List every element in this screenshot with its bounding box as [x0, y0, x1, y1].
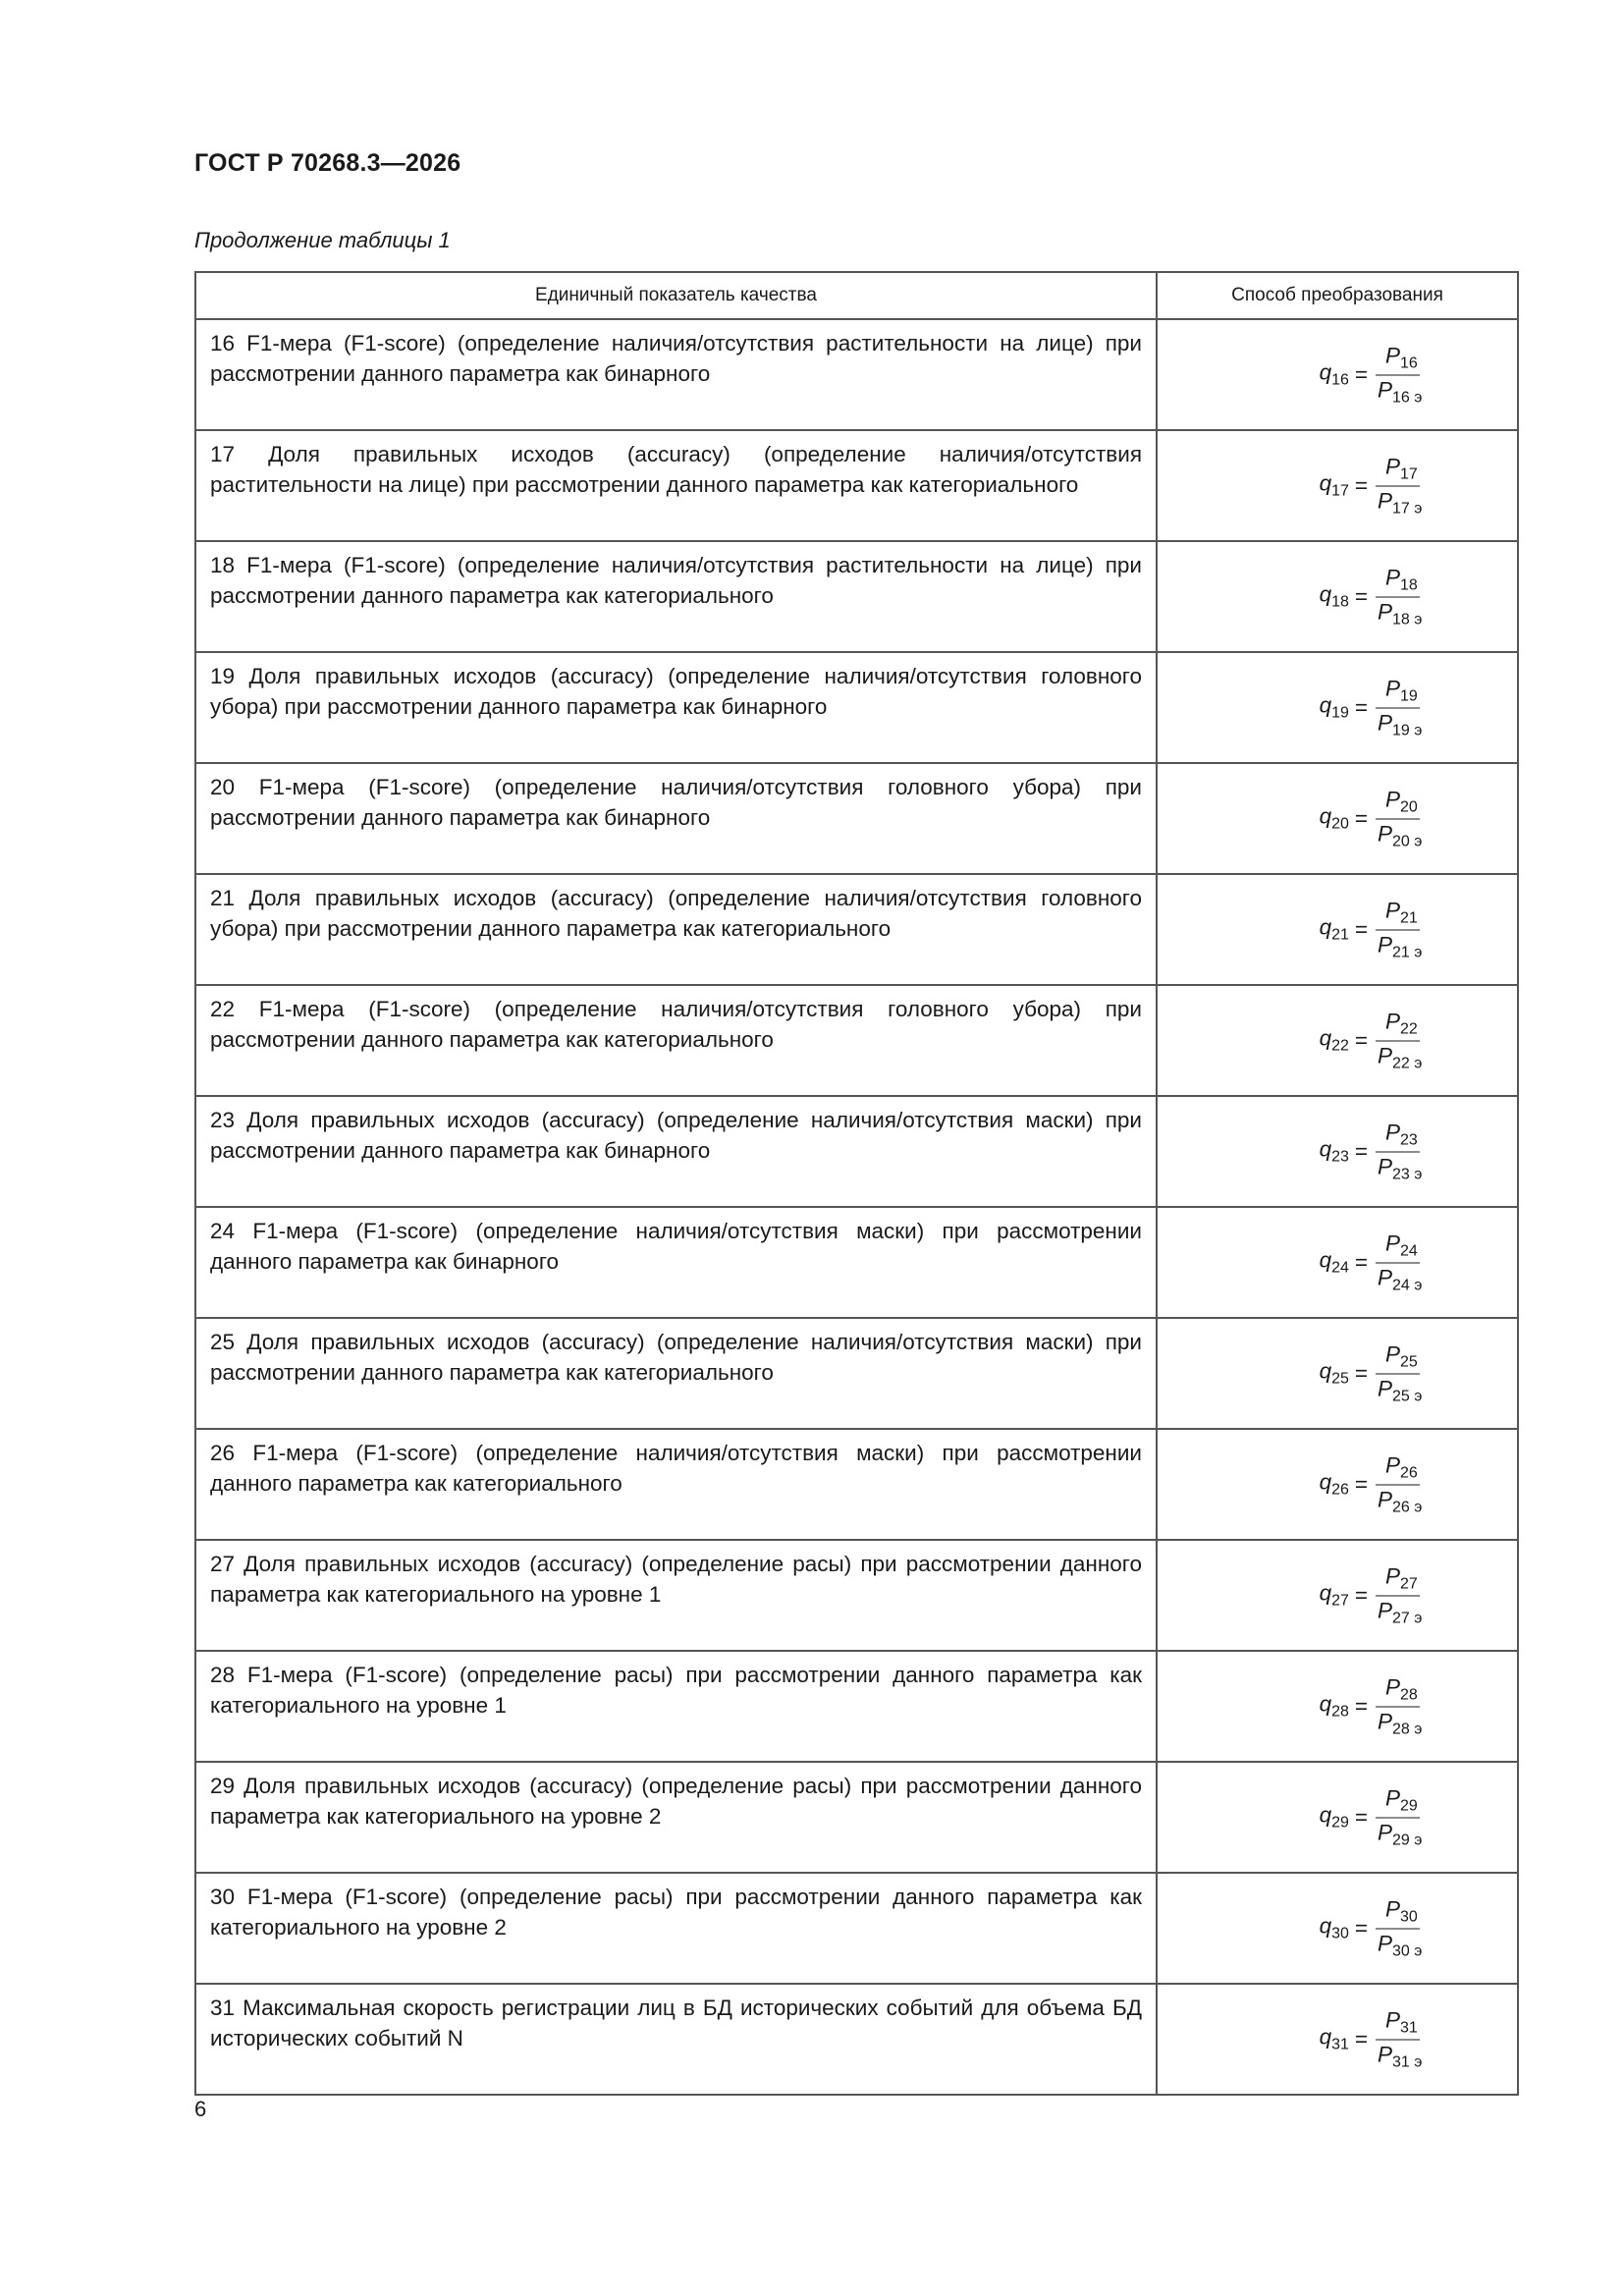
formula-q-subscript: 28 — [1331, 1703, 1349, 1721]
table-row — [195, 652, 1518, 763]
formula-lhs — [1320, 693, 1349, 723]
table-row — [195, 541, 1518, 652]
transformation-formula-cell — [1157, 319, 1518, 430]
denominator-symbol: P — [1378, 1376, 1393, 1400]
formula-denominator — [1376, 597, 1424, 629]
denominator-symbol: P — [1378, 821, 1393, 846]
indicator-description: 16 F1-мера (F1-score) (определение наличия/отсутствия растительности на лице) при рассмотрении данного параметра как бинарного — [195, 319, 1157, 430]
transformation-formula-cell — [1157, 1318, 1518, 1429]
denominator-symbol: P — [1378, 1931, 1393, 1955]
formula-lhs — [1320, 1248, 1349, 1278]
formula-q-subscript: 26 — [1331, 1481, 1349, 1499]
formula-equals: = — [1354, 1471, 1369, 1497]
formula-equals: = — [1354, 1138, 1369, 1164]
table-row — [195, 1096, 1518, 1207]
denominator-symbol: P — [1378, 1820, 1393, 1844]
formula-q-subscript: 29 — [1331, 1814, 1349, 1831]
formula-q-subscript: 22 — [1331, 1037, 1349, 1055]
denominator-symbol: P — [1378, 932, 1393, 957]
transformation-formula-cell — [1157, 1096, 1518, 1207]
numerator-subscript: 25 — [1400, 1353, 1418, 1370]
denominator-subscript: 17 э — [1392, 500, 1423, 517]
denominator-subscript: 18 э — [1392, 611, 1423, 628]
numerator-subscript: 30 — [1400, 1908, 1418, 1925]
formula-q: q — [1319, 470, 1332, 496]
table-row — [195, 1540, 1518, 1651]
numerator-symbol: P — [1385, 898, 1401, 922]
formula-equals: = — [1354, 1693, 1369, 1719]
formula-equals: = — [1354, 1804, 1369, 1830]
formula-fraction — [1376, 1674, 1424, 1738]
denominator-symbol: P — [1378, 1154, 1393, 1178]
transformation-formula-cell — [1157, 1873, 1518, 1984]
formula-fraction — [1376, 454, 1424, 518]
formula-denominator — [1376, 1596, 1424, 1627]
numerator-subscript: 18 — [1400, 576, 1418, 593]
numerator-subscript: 22 — [1400, 1020, 1418, 1037]
formula-numerator — [1376, 1785, 1420, 1818]
document-header: ГОСТ Р 70268.3—2026 — [194, 149, 461, 177]
formula-denominator — [1376, 1374, 1424, 1405]
numerator-symbol: P — [1385, 1785, 1401, 1810]
formula-q-subscript: 19 — [1331, 704, 1349, 722]
indicator-description: 29 Доля правильных исходов (accuracy) (определение расы) при рассмотрении данного параметра как категориального на уровне 2 — [195, 1762, 1157, 1873]
formula-q: q — [1319, 1025, 1332, 1051]
formula-numerator — [1376, 454, 1420, 486]
denominator-symbol: P — [1378, 710, 1393, 735]
page-number: 6 — [194, 2097, 207, 2121]
formula-q: q — [1319, 1802, 1332, 1828]
indicator-description: 23 Доля правильных исходов (accuracy) (определение наличия/отсутствия маски) при рассмотрении данного параметра как бинарного — [195, 1096, 1157, 1207]
formula-q-subscript: 30 — [1331, 1925, 1349, 1942]
table-row — [195, 1984, 1518, 2095]
indicator-description: 22 F1-мера (F1-score) (определение наличия/отсутствия головного убора) при рассмотрении данного параметра как категориального — [195, 985, 1157, 1096]
formula-q: q — [1319, 2024, 1332, 2050]
formula-q: q — [1319, 1913, 1332, 1939]
numerator-symbol: P — [1385, 1452, 1401, 1477]
formula-fraction — [1376, 1230, 1424, 1294]
formula-denominator — [1376, 1707, 1424, 1738]
transformation-formula — [1158, 1785, 1517, 1849]
formula-denominator — [1376, 486, 1424, 518]
formula-fraction — [1376, 1009, 1424, 1072]
numerator-subscript: 26 — [1400, 1464, 1418, 1481]
formula-equals: = — [1354, 1027, 1369, 1053]
numerator-subscript: 21 — [1400, 909, 1418, 926]
transformation-formula — [1158, 2007, 1517, 2071]
formula-denominator — [1376, 375, 1424, 407]
indicator-description: 31 Максимальная скорость регистрации лиц в БД исторических событий для объема БД исторических событий N — [195, 1984, 1157, 2095]
formula-fraction — [1376, 343, 1424, 407]
table-row — [195, 763, 1518, 874]
formula-numerator — [1376, 1674, 1420, 1707]
transformation-formula-cell — [1157, 985, 1518, 1096]
quality-indicators-table — [194, 271, 1519, 2096]
transformation-formula-cell — [1157, 652, 1518, 763]
numerator-subscript: 16 — [1400, 355, 1418, 371]
formula-fraction — [1376, 898, 1424, 961]
transformation-formula-cell — [1157, 1651, 1518, 1762]
numerator-subscript: 17 — [1400, 465, 1418, 482]
formula-lhs — [1320, 1581, 1349, 1611]
table-row — [195, 319, 1518, 430]
table-row — [195, 1318, 1518, 1429]
formula-q-subscript: 24 — [1331, 1259, 1349, 1277]
denominator-subscript: 19 э — [1392, 722, 1423, 738]
denominator-symbol: P — [1378, 1598, 1393, 1622]
numerator-symbol: P — [1385, 2007, 1401, 2032]
denominator-symbol: P — [1378, 1487, 1393, 1511]
formula-fraction — [1376, 1452, 1424, 1516]
table-row — [195, 874, 1518, 985]
table-row — [195, 1762, 1518, 1873]
transformation-formula-cell — [1157, 1984, 1518, 2095]
formula-q-subscript: 16 — [1331, 371, 1349, 389]
column-header-indicator: Единичный показатель качества — [195, 272, 1157, 319]
transformation-formula-cell — [1157, 430, 1518, 541]
formula-lhs — [1320, 582, 1349, 612]
denominator-subscript: 23 э — [1392, 1166, 1423, 1182]
formula-fraction — [1376, 565, 1424, 629]
indicator-description: 17 Доля правильных исходов (accuracy) (определение наличия/отсутствия растительности на лице) при рассмотрении данного параметра как категориального — [195, 430, 1157, 541]
formula-q-subscript: 27 — [1331, 1592, 1349, 1610]
formula-equals: = — [1354, 1360, 1369, 1386]
formula-numerator — [1376, 2007, 1420, 2040]
indicator-description: 24 F1-мера (F1-score) (определение наличия/отсутствия маски) при рассмотрении данного параметра как бинарного — [195, 1207, 1157, 1318]
denominator-symbol: P — [1378, 1265, 1393, 1289]
table-header-row — [195, 272, 1518, 319]
table-row — [195, 1873, 1518, 1984]
numerator-subscript: 19 — [1400, 687, 1418, 704]
indicator-description: 28 F1-мера (F1-score) (определение расы) при рассмотрении данного параметра как категориального на уровне 1 — [195, 1651, 1157, 1762]
numerator-subscript: 31 — [1400, 2019, 1418, 2036]
denominator-subscript: 21 э — [1392, 944, 1423, 960]
transformation-formula — [1158, 787, 1517, 850]
table-caption: Продолжение таблицы 1 — [194, 228, 451, 252]
formula-q: q — [1319, 581, 1332, 607]
transformation-formula-cell — [1157, 874, 1518, 985]
formula-numerator — [1376, 1896, 1420, 1929]
table-row — [195, 1207, 1518, 1318]
formula-equals: = — [1354, 472, 1369, 498]
denominator-symbol: P — [1378, 1043, 1393, 1067]
transformation-formula — [1158, 454, 1517, 518]
formula-numerator — [1376, 1120, 1420, 1152]
indicator-description: 25 Доля правильных исходов (accuracy) (определение наличия/отсутствия маски) при рассмотрении данного параметра как категориального — [195, 1318, 1157, 1429]
numerator-symbol: P — [1385, 343, 1401, 367]
table-row — [195, 985, 1518, 1096]
formula-q-subscript: 17 — [1331, 482, 1349, 500]
formula-numerator — [1376, 787, 1420, 819]
formula-denominator — [1376, 1929, 1424, 1960]
transformation-formula — [1158, 565, 1517, 629]
formula-fraction — [1376, 1785, 1424, 1849]
formula-q: q — [1319, 914, 1332, 940]
denominator-subscript: 30 э — [1392, 1942, 1423, 1959]
formula-numerator — [1376, 1230, 1420, 1263]
formula-lhs — [1320, 1359, 1349, 1389]
formula-lhs — [1320, 1137, 1349, 1167]
denominator-subscript: 26 э — [1392, 1499, 1423, 1515]
formula-numerator — [1376, 1341, 1420, 1374]
table-body — [195, 319, 1518, 2095]
transformation-formula — [1158, 1452, 1517, 1516]
formula-fraction — [1376, 1341, 1424, 1405]
formula-numerator — [1376, 1452, 1420, 1485]
formula-numerator — [1376, 1563, 1420, 1596]
formula-q-subscript: 31 — [1331, 2036, 1349, 2053]
transformation-formula — [1158, 1674, 1517, 1738]
formula-numerator — [1376, 343, 1420, 375]
formula-numerator — [1376, 1009, 1420, 1041]
numerator-symbol: P — [1385, 1341, 1401, 1366]
formula-q-subscript: 18 — [1331, 593, 1349, 611]
formula-lhs — [1320, 915, 1349, 945]
transformation-formula — [1158, 1120, 1517, 1183]
formula-equals: = — [1354, 1915, 1369, 1941]
transformation-formula — [1158, 1341, 1517, 1405]
indicator-description: 20 F1-мера (F1-score) (определение наличия/отсутствия головного убора) при рассмотрении данного параметра как бинарного — [195, 763, 1157, 874]
transformation-formula — [1158, 898, 1517, 961]
numerator-symbol: P — [1385, 676, 1401, 700]
formula-equals: = — [1354, 583, 1369, 609]
transformation-formula — [1158, 1230, 1517, 1294]
formula-q: q — [1319, 1580, 1332, 1606]
numerator-subscript: 23 — [1400, 1131, 1418, 1148]
formula-q-subscript: 23 — [1331, 1148, 1349, 1166]
numerator-symbol: P — [1385, 787, 1401, 811]
formula-denominator — [1376, 2040, 1424, 2071]
denominator-subscript: 31 э — [1392, 2053, 1423, 2070]
formula-q-subscript: 20 — [1331, 815, 1349, 833]
column-header-transformation: Способ преобразования — [1157, 272, 1518, 319]
formula-fraction — [1376, 787, 1424, 850]
denominator-subscript: 29 э — [1392, 1831, 1423, 1848]
formula-q-subscript: 25 — [1331, 1370, 1349, 1388]
indicator-description: 18 F1-мера (F1-score) (определение наличия/отсутствия растительности на лице) при рассмотрении данного параметра как категориального — [195, 541, 1157, 652]
transformation-formula-cell — [1157, 541, 1518, 652]
indicator-description: 19 Доля правильных исходов (accuracy) (определение наличия/отсутствия головного убора) при рассмотрении данного параметра как бинарного — [195, 652, 1157, 763]
numerator-symbol: P — [1385, 1563, 1401, 1588]
denominator-symbol: P — [1378, 1709, 1393, 1733]
numerator-subscript: 29 — [1400, 1797, 1418, 1814]
numerator-symbol: P — [1385, 1120, 1401, 1144]
formula-denominator — [1376, 1041, 1424, 1072]
formula-q: q — [1319, 1691, 1332, 1717]
transformation-formula — [1158, 1009, 1517, 1072]
formula-fraction — [1376, 676, 1424, 739]
formula-denominator — [1376, 1263, 1424, 1294]
formula-denominator — [1376, 819, 1424, 850]
transformation-formula-cell — [1157, 1540, 1518, 1651]
formula-denominator — [1376, 1818, 1424, 1849]
numerator-subscript: 27 — [1400, 1575, 1418, 1592]
formula-lhs — [1320, 1914, 1349, 1943]
formula-q-subscript: 21 — [1331, 926, 1349, 944]
formula-equals: = — [1354, 805, 1369, 831]
formula-numerator — [1376, 565, 1420, 597]
indicator-description: 30 F1-мера (F1-score) (определение расы) при рассмотрении данного параметра как категориального на уровне 2 — [195, 1873, 1157, 1984]
formula-fraction — [1376, 1896, 1424, 1960]
formula-q: q — [1319, 1358, 1332, 1384]
formula-lhs — [1320, 1803, 1349, 1832]
transformation-formula — [1158, 1563, 1517, 1627]
denominator-symbol: P — [1378, 2042, 1393, 2066]
formula-q: q — [1319, 1136, 1332, 1162]
numerator-symbol: P — [1385, 1896, 1401, 1921]
transformation-formula — [1158, 1896, 1517, 1960]
transformation-formula-cell — [1157, 1429, 1518, 1540]
formula-lhs — [1320, 1692, 1349, 1722]
transformation-formula-cell — [1157, 1207, 1518, 1318]
formula-lhs — [1320, 1026, 1349, 1056]
formula-lhs — [1320, 2025, 1349, 2054]
denominator-symbol: P — [1378, 488, 1393, 513]
formula-q: q — [1319, 1247, 1332, 1273]
formula-q: q — [1319, 1469, 1332, 1495]
denominator-subscript: 28 э — [1392, 1721, 1423, 1737]
numerator-symbol: P — [1385, 1674, 1401, 1699]
formula-denominator — [1376, 1485, 1424, 1516]
formula-lhs — [1320, 471, 1349, 501]
formula-equals: = — [1354, 916, 1369, 942]
formula-numerator — [1376, 676, 1420, 708]
numerator-symbol: P — [1385, 454, 1401, 478]
formula-denominator — [1376, 708, 1424, 739]
denominator-subscript: 20 э — [1392, 833, 1423, 849]
formula-equals: = — [1354, 1249, 1369, 1275]
denominator-subscript: 22 э — [1392, 1055, 1423, 1071]
indicator-description: 26 F1-мера (F1-score) (определение наличия/отсутствия маски) при рассмотрении данного параметра как категориального — [195, 1429, 1157, 1540]
formula-equals: = — [1354, 1582, 1369, 1608]
formula-fraction — [1376, 1120, 1424, 1183]
formula-equals: = — [1354, 694, 1369, 720]
denominator-symbol: P — [1378, 377, 1393, 402]
table-row — [195, 430, 1518, 541]
formula-numerator — [1376, 898, 1420, 930]
formula-equals: = — [1354, 2026, 1369, 2051]
table-row — [195, 1651, 1518, 1762]
denominator-symbol: P — [1378, 599, 1393, 624]
table-row — [195, 1429, 1518, 1540]
denominator-subscript: 24 э — [1392, 1277, 1423, 1293]
denominator-subscript: 16 э — [1392, 389, 1423, 406]
numerator-subscript: 24 — [1400, 1242, 1418, 1259]
numerator-symbol: P — [1385, 1009, 1401, 1033]
formula-fraction — [1376, 2007, 1424, 2071]
denominator-subscript: 25 э — [1392, 1388, 1423, 1404]
transformation-formula — [1158, 676, 1517, 739]
formula-q: q — [1319, 359, 1332, 385]
formula-lhs — [1320, 360, 1349, 390]
formula-equals: = — [1354, 361, 1369, 387]
numerator-symbol: P — [1385, 1230, 1401, 1255]
numerator-subscript: 28 — [1400, 1686, 1418, 1703]
numerator-symbol: P — [1385, 565, 1401, 589]
numerator-subscript: 20 — [1400, 798, 1418, 815]
transformation-formula-cell — [1157, 763, 1518, 874]
formula-q: q — [1319, 803, 1332, 829]
formula-denominator — [1376, 930, 1424, 961]
formula-fraction — [1376, 1563, 1424, 1627]
denominator-subscript: 27 э — [1392, 1610, 1423, 1626]
formula-q: q — [1319, 692, 1332, 718]
indicator-description: 27 Доля правильных исходов (accuracy) (определение расы) при рассмотрении данного параметра как категориального на уровне 1 — [195, 1540, 1157, 1651]
formula-lhs — [1320, 1470, 1349, 1500]
formula-lhs — [1320, 804, 1349, 834]
indicator-description: 21 Доля правильных исходов (accuracy) (определение наличия/отсутствия головного убора) при рассмотрении данного параметра как категориального — [195, 874, 1157, 985]
formula-denominator — [1376, 1152, 1424, 1183]
transformation-formula-cell — [1157, 1762, 1518, 1873]
transformation-formula — [1158, 343, 1517, 407]
